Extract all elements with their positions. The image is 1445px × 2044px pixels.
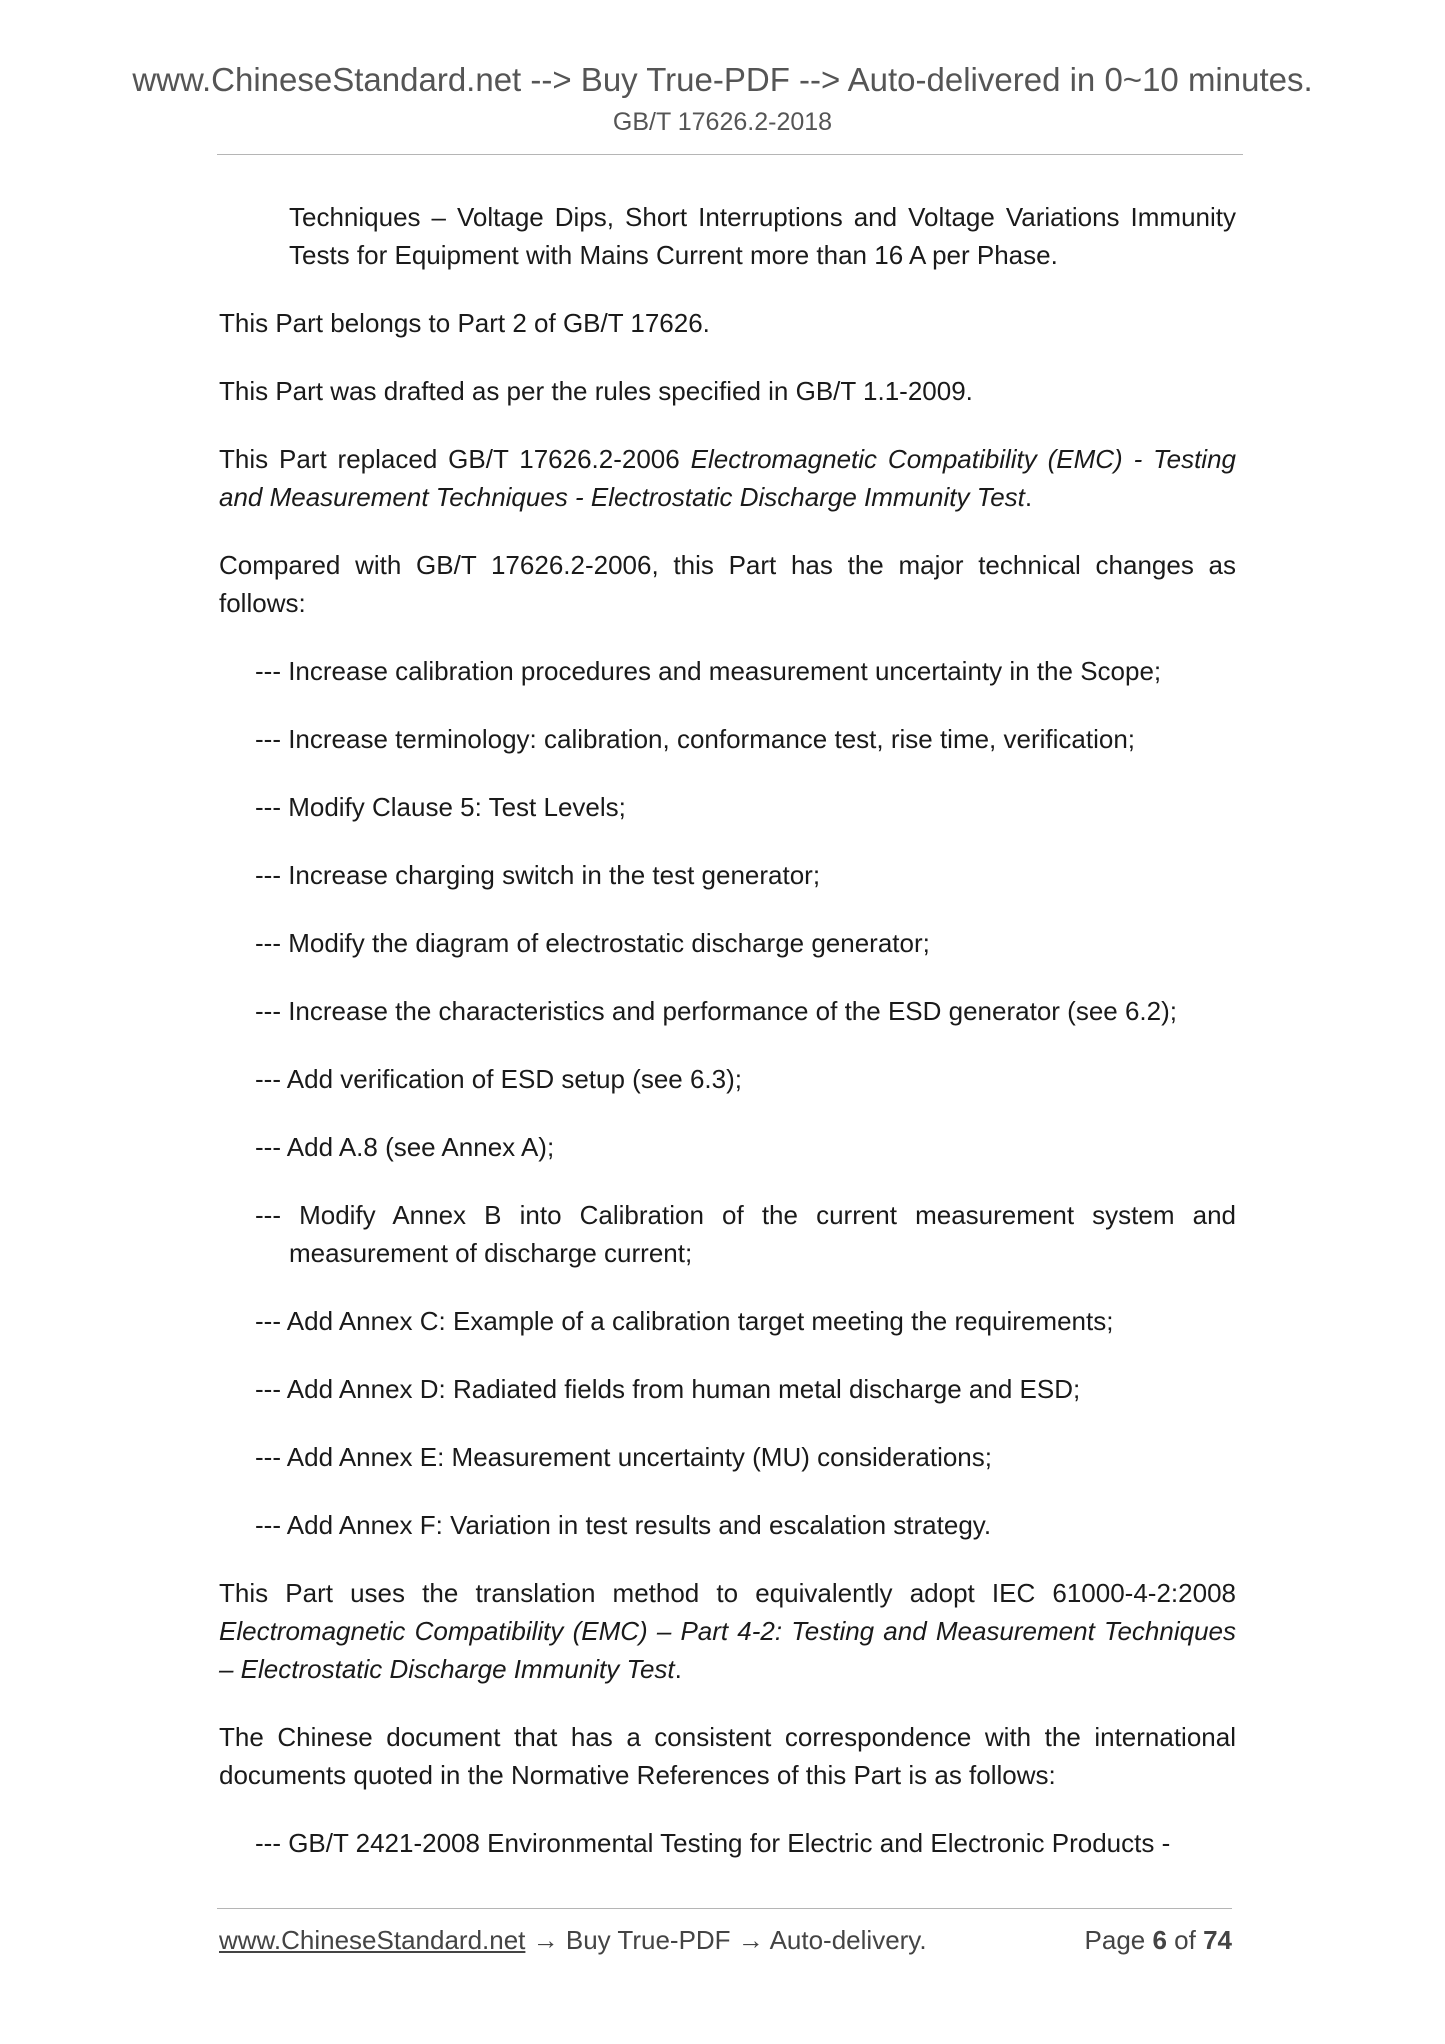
- change-item: --- Modify the diagram of electrostatic discharge generator;: [255, 928, 930, 958]
- header-banner: www.ChineseStandard.net --> Buy True-PDF --> Auto-delivered in 0~10 minutes.: [132, 61, 1313, 98]
- site-link[interactable]: www.ChineseStandard.net: [219, 1925, 526, 1955]
- paragraph-replaced: [219, 440, 1236, 516]
- change-item: --- Modify Clause 5: Test Levels;: [255, 792, 626, 822]
- translation-prefix: This Part uses the translation method to equivalently adopt IEC 61000-4-2:2008: [219, 1578, 1236, 1608]
- change-item: --- Add Annex C: Example of a calibration target meeting the requirements;: [255, 1306, 1114, 1336]
- change-item: --- Add Annex E: Measurement uncertainty (MU) considerations;: [255, 1442, 992, 1472]
- intro-continuation: Techniques – Voltage Dips, Short Interruptions and Voltage Variations Immunity Tests for Equipment with Mains Current more than 16 A per Phase.: [289, 202, 1236, 270]
- footer-promo: [219, 1922, 927, 1958]
- change-item: --- Modify Annex B into Calibration of the current measurement system and measurement of discharge current;: [255, 1200, 1236, 1268]
- paragraph-translation: [219, 1574, 1236, 1688]
- replaced-standard-title: Electromagnetic Compatibility (EMC) - Testing and Measurement Techniques - Electrostatic Discharge Immunity Test: [219, 444, 1237, 512]
- header-divider: [217, 154, 1243, 155]
- of-label: of: [1166, 1925, 1204, 1955]
- change-item: --- Add A.8 (see Annex A);: [255, 1132, 555, 1162]
- paragraph-chinese-document: The Chinese document that has a consistent correspondence with the international documents quoted in the Normative References of this Part is as follows:: [219, 1722, 1236, 1790]
- paragraph-belongs: This Part belongs to Part 2 of GB/T 17626.: [219, 308, 710, 338]
- page-total: 74: [1203, 1925, 1232, 1955]
- page-label: Page: [1084, 1925, 1153, 1955]
- page-header: [0, 58, 1445, 140]
- footer-divider: [217, 1908, 1232, 1909]
- change-item: --- Add verification of ESD setup (see 6.3);: [255, 1064, 742, 1094]
- footer-tagline: → Buy True-PDF → Auto-delivery.: [525, 1925, 927, 1955]
- replaced-prefix: This Part replaced GB/T 17626.2-2006: [219, 444, 691, 474]
- translation-suffix: .: [674, 1654, 682, 1684]
- paragraph-compared: Compared with GB/T 17626.2-2006, this Part has the major technical changes as follows:: [219, 550, 1236, 618]
- page-number: 6: [1152, 1925, 1167, 1955]
- paragraph-drafted: This Part was drafted as per the rules specified in GB/T 1.1-2009.: [219, 376, 973, 406]
- reference-item: --- GB/T 2421-2008 Environmental Testing for Electric and Electronic Products -: [255, 1828, 1171, 1858]
- header-doc-id: GB/T 17626.2-2018: [612, 108, 833, 136]
- change-item: --- Increase calibration procedures and measurement uncertainty in the Scope;: [255, 656, 1162, 686]
- document-body: [219, 198, 1236, 1892]
- change-item: --- Increase charging switch in the test generator;: [255, 860, 821, 890]
- replaced-suffix: .: [1024, 482, 1033, 512]
- page-indicator: [1085, 1922, 1232, 1958]
- change-item: --- Increase the characteristics and performance of the ESD generator (see 6.2);: [255, 996, 1177, 1026]
- change-item: --- Add Annex D: Radiated fields from human metal discharge and ESD;: [255, 1374, 1081, 1404]
- translation-standard-title: Electromagnetic Compatibility (EMC) – Part 4-2: Testing and Measurement Techniques – Electrostatic Discharge Immunity Test: [219, 1616, 1236, 1684]
- change-item: --- Add Annex F: Variation in test results and escalation strategy.: [255, 1510, 992, 1540]
- change-item: --- Increase terminology: calibration, conformance test, rise time, verification;: [255, 724, 1136, 754]
